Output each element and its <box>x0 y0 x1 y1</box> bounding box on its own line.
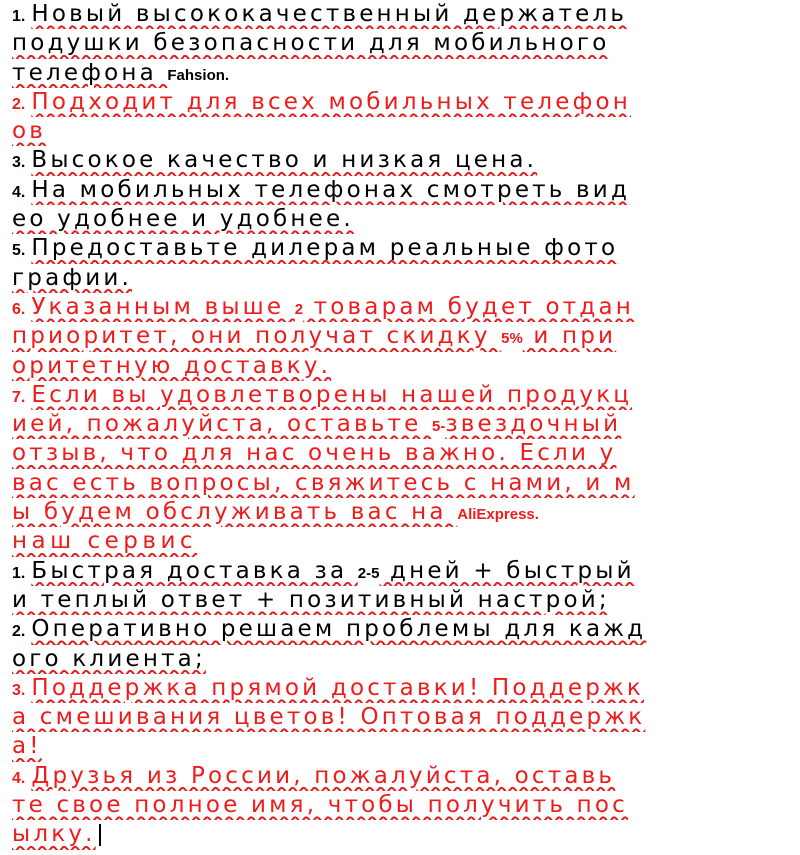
text-line <box>12 498 792 527</box>
inline-small-text: 2-5 <box>357 564 380 582</box>
line-text: Поддержка прямой доставки! Поддержк <box>31 674 645 701</box>
text-cursor <box>99 824 101 846</box>
list-number: 4. <box>12 769 26 787</box>
line-text: Высокое качество и низкая цена. <box>31 147 538 174</box>
list-number: 6. <box>12 300 26 318</box>
text-line <box>12 820 792 849</box>
inline-small-text: AliExpress. <box>457 506 539 524</box>
text-line <box>12 615 792 644</box>
line-text: наш сервис <box>12 528 198 555</box>
line-text: графии. <box>12 264 133 291</box>
line-text: и теплый ответ + позитивный настрой; <box>12 586 610 613</box>
line-text: Новый высококачественный держатель <box>31 1 628 27</box>
text-line <box>12 88 792 117</box>
text-line <box>12 762 792 791</box>
inline-small-text: 5% <box>501 330 523 348</box>
list-number: 7. <box>12 388 26 406</box>
text-line <box>12 322 792 351</box>
line-text: те свое полное имя, чтобы получить пос <box>12 792 629 819</box>
line-text: ого клиента; <box>12 645 206 672</box>
line-text: Быстрая доставка за <box>31 557 358 584</box>
text-line <box>12 439 792 468</box>
inline-small-text: 2 <box>294 300 304 318</box>
text-line <box>12 264 792 293</box>
section-heading <box>12 527 792 556</box>
text-line <box>12 146 792 175</box>
line-text: ео удобнее и удобнее. <box>12 206 354 233</box>
list-number: 2. <box>12 95 26 113</box>
line-text: Оперативно решаем проблемы для кажд <box>31 616 647 643</box>
line-text-continued: звездочный <box>445 411 622 438</box>
line-text-continued: дней + быстрый <box>379 557 635 584</box>
text-line <box>12 352 792 381</box>
line-text: оритетную доставку. <box>12 352 332 379</box>
line-text: ы будем обслуживать вас на <box>12 499 458 526</box>
line-text: Если вы удовлетворены нашей продукц <box>31 381 633 408</box>
text-line <box>12 732 792 761</box>
text-line <box>12 0 792 29</box>
line-text: Подходит для всех мобильных телефон <box>31 88 631 115</box>
line-text: вас есть вопросы, свяжитесь с нами, и м <box>12 469 635 496</box>
text-line <box>12 205 792 234</box>
line-text: а! <box>12 733 42 760</box>
line-text: Указанным выше <box>31 293 295 320</box>
text-line <box>12 117 792 146</box>
line-text: На мобильных телефонах смотреть вид <box>31 176 631 203</box>
text-line <box>12 381 792 410</box>
text-line <box>12 234 792 263</box>
list-number: 3. <box>12 154 26 172</box>
line-text: Друзья из России, пожалуйста, оставь <box>31 762 616 789</box>
inline-small-text: Fahsion. <box>167 66 230 84</box>
line-text: а смешивания цветов! Оптовая поддержк <box>12 704 646 731</box>
list-number: 3. <box>12 681 26 699</box>
text-line <box>12 645 792 674</box>
list-number: 1. <box>12 564 26 582</box>
text-line <box>12 469 792 498</box>
text-line <box>12 176 792 205</box>
text-line <box>12 410 792 439</box>
inline-small-text: 5- <box>432 418 446 436</box>
line-text: ов <box>12 118 47 145</box>
line-text: телефона <box>12 59 168 86</box>
text-line <box>12 791 792 820</box>
line-text: Предоставьте дилерам реальные фото <box>31 235 619 262</box>
line-text: отзыв, что для нас очень важно. Если у <box>12 440 617 467</box>
text-line <box>12 29 792 58</box>
line-text: ией, пожалуйста, оставьте <box>12 411 432 438</box>
line-text: ылку. <box>12 821 96 848</box>
list-number: 4. <box>12 183 26 201</box>
text-line <box>12 557 792 586</box>
list-number: 5. <box>12 242 26 260</box>
text-line <box>12 59 792 88</box>
text-line <box>12 703 792 732</box>
text-line <box>12 586 792 615</box>
line-text: приоритет, они получат скидку <box>12 323 502 350</box>
line-text-continued: и при <box>522 323 617 350</box>
line-text: подушки безопасности для мобильного <box>12 30 610 57</box>
text-line <box>12 293 792 322</box>
list-number: 1. <box>12 8 26 25</box>
text-line <box>12 674 792 703</box>
list-number: 2. <box>12 623 26 641</box>
line-text-continued: товарам будет отдан <box>303 293 634 320</box>
